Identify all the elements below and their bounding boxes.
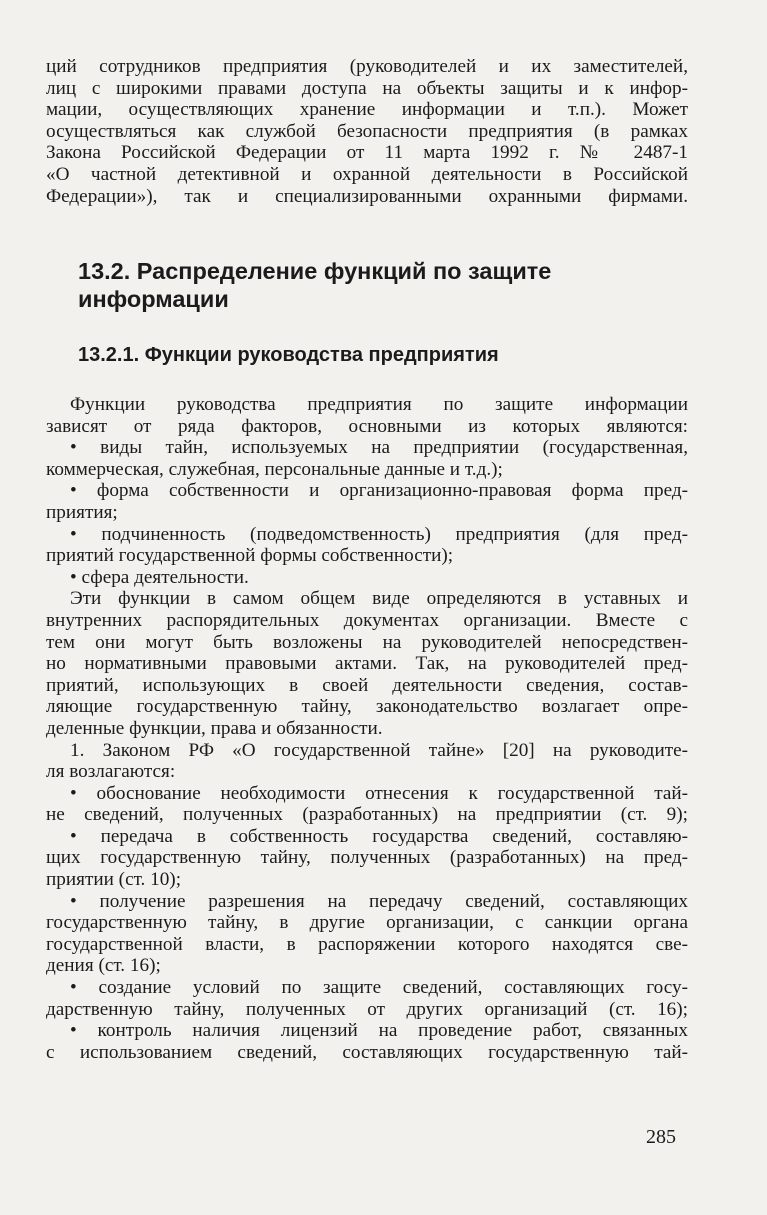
page-number: 285 xyxy=(646,1126,676,1148)
text-line: мации, осуществляющих хранение информации и т.п.). Может xyxy=(46,99,688,121)
section-heading-line: информации xyxy=(78,286,229,312)
text-line: приятий государственной формы собственности); xyxy=(46,545,454,567)
body-text xyxy=(46,394,688,1063)
list-item: • сфера деятельности. xyxy=(70,566,249,588)
list-item: • форма собственности и организационно-правовая форма пред- xyxy=(70,480,688,502)
subsection-heading xyxy=(46,343,688,367)
text-line: дарственную тайну, полученных от других организаций (ст. 16); xyxy=(46,998,688,1020)
list-item: • обоснование необходимости отнесения к государственной тай- xyxy=(70,782,688,804)
text-line: внутренних распорядительных документах организации. Вместе с xyxy=(46,609,688,631)
text-line: приятии (ст. 10); xyxy=(46,869,182,891)
list-item: • подчиненность (подведомственность) предприятия (для пред- xyxy=(70,523,688,545)
text-line: Функции руководства предприятия по защите информации xyxy=(70,394,688,415)
text-line: лиц с широкими правами доступа на объекты защиты и к инфор- xyxy=(46,77,688,99)
text-line: осуществляться как службой безопасности предприятия (в рамках xyxy=(46,120,688,142)
list-item: • получение разрешения на передачу сведений, составляющих xyxy=(70,890,688,912)
text-line: деленные функции, права и обязанности. xyxy=(46,717,383,739)
text-line: с использованием сведений, составляющих государственную тай- xyxy=(46,1041,688,1063)
section-heading xyxy=(46,257,688,313)
text-line: государственной власти, в распоряжении которого находятся све- xyxy=(46,933,688,955)
text-line: приятия; xyxy=(46,501,118,523)
text-line: государственную тайну, в другие организации, с санкции органа xyxy=(46,912,688,934)
text-line: коммерческая, служебная, персональные данные и т.д.); xyxy=(46,458,503,480)
text-line: щих государственную тайну, полученных (разработанных) на пред- xyxy=(46,847,688,869)
text-line: ций сотрудников предприятия (руководителей и их заместителей, xyxy=(46,56,688,77)
text-line: не сведений, полученных (разработанных) на предприятии (ст. 9); xyxy=(46,804,688,826)
paragraph-continuation xyxy=(46,56,688,207)
list-item: • виды тайн, используемых на предприятии (государственная, xyxy=(70,437,688,459)
section-heading-line: 13.2. Распределение функций по защите xyxy=(78,258,552,284)
list-item: • создание условий по защите сведений, составляющих госу- xyxy=(70,977,688,999)
text-line: тем они могут быть возложены на руководителей непосредствен- xyxy=(46,631,688,653)
text-line: ляющие государственную тайну, законодательство возлагает опре- xyxy=(46,696,688,718)
text-line: 1. Законом РФ «О государственной тайне» [20] на руководите- xyxy=(70,739,688,761)
text-line: но нормативными правовыми актами. Так, на руководителей пред- xyxy=(46,653,688,675)
text-line: Федерации»), так и специализированными охранными фирмами. xyxy=(46,185,688,207)
text-line: ля возлагаются: xyxy=(46,761,176,783)
list-item: • передача в собственность государства сведений, составляю- xyxy=(70,825,688,847)
text-line: «О частной детективной и охранной деятельности в Российской xyxy=(46,163,688,185)
text-line: Эти функции в самом общем виде определяются в уставных и xyxy=(70,588,688,610)
text-line: зависят от ряда факторов, основными из которых являются: xyxy=(46,415,688,437)
text-line: приятий, использующих в своей деятельности сведения, состав- xyxy=(46,674,688,696)
subsection-heading-line: 13.2.1. Функции руководства предприятия xyxy=(78,344,499,366)
list-item: • контроль наличия лицензий на проведение работ, связанных xyxy=(70,1020,688,1042)
text-line: дения (ст. 16); xyxy=(46,955,161,977)
text-line: Закона Российской Федерации от 11 марта 1992 г. № 2487-1 xyxy=(46,142,688,164)
